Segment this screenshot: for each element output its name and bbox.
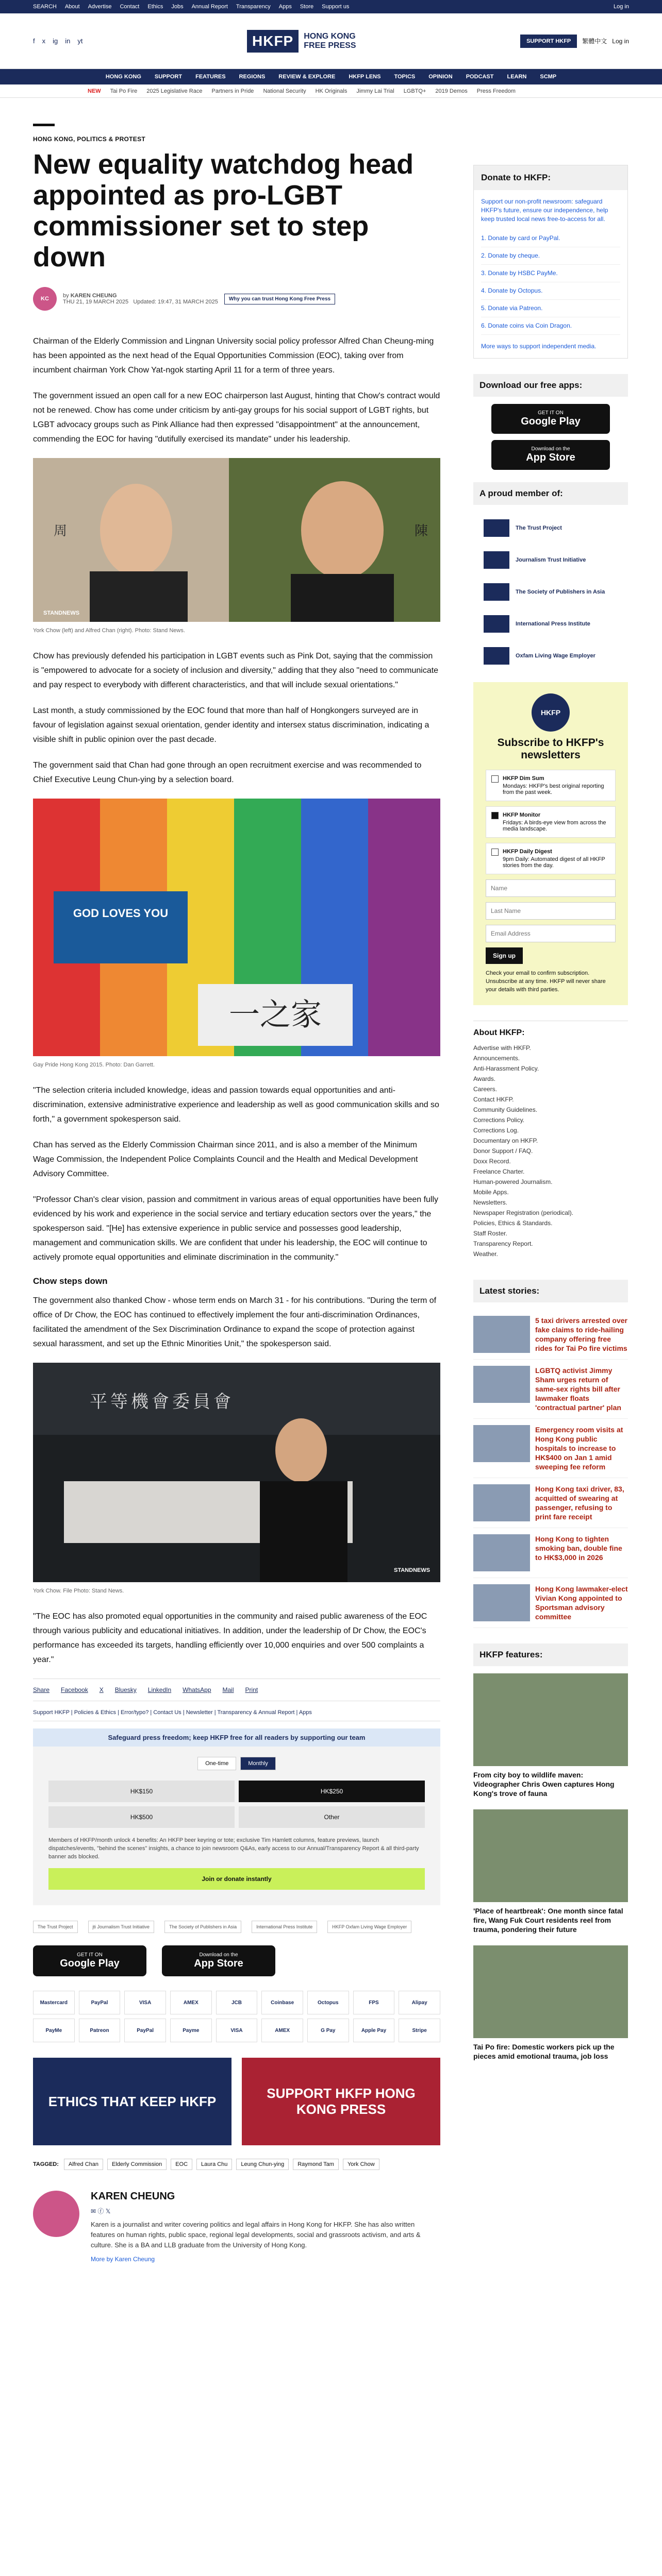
tag-link[interactable]: Alfred Chan	[64, 2159, 103, 2170]
tag-link[interactable]: Leung Chun-ying	[236, 2159, 289, 2170]
latest-story[interactable]	[473, 1419, 628, 1478]
byline: KC by KAREN CHEUNG THU 21, 19 MARCH 2025 Updated: 19:47, 31 MARCH 2025 Why you can trust Hong Kong Free Press	[33, 287, 440, 311]
svg-text:周: 周	[54, 523, 68, 539]
feature-image[interactable]	[473, 1673, 628, 1766]
payment-logo: JCB	[216, 1991, 258, 2014]
login-link[interactable]: Log in	[614, 4, 629, 10]
publish-date: THU 21, 19 MARCH 2025	[63, 299, 129, 305]
member-name: International Press Institute	[516, 621, 590, 627]
trending-link[interactable]: 2025 Legislative Race	[146, 88, 203, 94]
fund-benefits: Members of HKFP/month unlock 4 benefits: An HKFP beer keyring or tote; exclusive Tim Hamlett columns, feature previews, launch dispatches/events, "behind the scenes" insights, a chance to join newsroom Q&As, early access to our Annual/Transparency Report & all third-party banner ads blocked.	[48, 1837, 419, 1860]
paragraph: "Professor Chan's clear vision, passion and commitment in various areas of equal opportunities have been fully evidenced by his work and experience in the social service and tertiary education sectors over the years," the spokesperson said. "[He] has extensive experience in public service and possesses good leadership, management and communication skills. We are confident that under his leadership, the EOC will continue to actively promote equal opportunities and eliminate discrimination in the community."	[33, 1195, 439, 1262]
about-link[interactable]: Policies, Ethics & Standards.	[473, 1219, 553, 1227]
payment-logo: Payme	[170, 2019, 212, 2042]
app-store-button[interactable]	[162, 1945, 275, 1976]
newsletter-option-title: HKFP Monitor	[503, 812, 541, 818]
payment-logo: AMEX	[170, 1991, 212, 2014]
nav-item[interactable]: PODCAST	[466, 74, 494, 80]
more-ways-link[interactable]: More ways to support independent media.	[481, 343, 597, 350]
payment-logo: VISA	[124, 1991, 166, 2014]
newsletter-note: Check your email to confirm subscription. Unsubscribe at any time. HKFP will never share your details with third parties.	[486, 970, 606, 993]
top-link[interactable]: Transparency	[236, 4, 271, 10]
member-logo	[484, 615, 509, 633]
store-small: Download on the	[531, 446, 570, 452]
author-photo[interactable]	[33, 2191, 79, 2237]
about-link[interactable]: Corrections Log.	[473, 1127, 519, 1134]
trending-link[interactable]: National Security	[263, 88, 306, 94]
story-headline[interactable]: LGBTQ activist Jimmy Sham urges return of same-sex rights bill after lawmaker floats 'contractual partner' plan	[535, 1366, 621, 1412]
payment-logo: Coinbase	[261, 1991, 303, 2014]
newsletter-checkbox[interactable]	[491, 849, 499, 856]
about-link[interactable]: Awards.	[473, 1075, 496, 1082]
newsletter-option-title: HKFP Dim Sum	[503, 775, 544, 782]
author-social-icons[interactable]: ✉ ⓕ 𝕏	[91, 2208, 111, 2215]
donate-option-link[interactable]: 5. Donate via Patreon.	[481, 304, 543, 312]
top-link[interactable]: Support us	[322, 4, 350, 10]
newsletter-option-text	[503, 812, 610, 832]
payment-logo: FPS	[353, 1991, 395, 2014]
top-link[interactable]: Jobs	[171, 4, 184, 10]
payment-logo: Stripe	[399, 2019, 440, 2042]
share-link[interactable]: LinkedIn	[147, 1686, 172, 1693]
top-links	[33, 4, 349, 10]
fundraising-box	[33, 1728, 440, 1905]
payment-logo: VISA	[216, 2019, 258, 2042]
latest-title: Latest stories:	[473, 1280, 628, 1302]
photo-chow-chan[interactable]	[33, 458, 440, 623]
about-link[interactable]: Weather.	[473, 1250, 498, 1258]
about-link[interactable]: Donor Support / FAQ.	[473, 1147, 533, 1155]
logo[interactable]	[247, 30, 356, 53]
donate-option-link[interactable]: 3. Donate by HSBC PayMe.	[481, 269, 558, 277]
paragraph: Last month, a study commissioned by the EOC found that more than half of Hongkongers surveyed are in favour of legislation against sexual orientation, gender identity and intersex status discrimination, indicating a visible shift in public opinion over the past decade.	[33, 706, 429, 744]
name-field[interactable]	[486, 879, 616, 897]
latest-story[interactable]	[473, 1578, 628, 1628]
story-thumbnail[interactable]	[473, 1425, 530, 1462]
member-item[interactable]	[473, 576, 628, 608]
paragraph: "The selection criteria included knowledge, ideas and passion towards equal opportunities and anti-discrimination, extensive administrative experience and leadership as well as good communication skills and so forth," a government spokesperson said.	[33, 1086, 439, 1124]
payment-logo: Mastercard	[33, 1991, 75, 2014]
photo-watermark: STANDNEWS	[43, 610, 80, 616]
amount-option[interactable]: HK$500	[48, 1806, 235, 1828]
feature-image[interactable]	[473, 1945, 628, 2038]
newsletter-option-desc: Mondays: HKFP's best original reporting from the past week.	[503, 783, 604, 795]
feature-image[interactable]	[473, 1809, 628, 1902]
social-icon[interactable]: f	[33, 37, 35, 45]
about-link[interactable]: Anti-Harassment Policy.	[473, 1065, 539, 1072]
top-link[interactable]: SEARCH	[33, 4, 57, 10]
newsletter-option-text	[503, 849, 610, 869]
paragraph: "The EOC has also promoted equal opportunities in the community and raised public awareness of the EOC through various publicity and educational initiatives. In addition, under the leadership of Dr Chow, the EOC's performance has exceeded its targets, handling efficiently over 10,000 enquiries and over 500 complaints a year."	[33, 1612, 427, 1664]
photo-caption: York Chow (left) and Alfred Chan (right). Photo: Stand News.	[33, 628, 185, 634]
about-link[interactable]: Newsletters.	[473, 1199, 508, 1206]
newsletter-checkbox[interactable]	[491, 775, 499, 783]
store-small: Download on the	[199, 1952, 238, 1958]
trending-link[interactable]: Press Freedom	[476, 88, 516, 94]
latest-story[interactable]	[473, 1360, 628, 1419]
about-link[interactable]: Careers.	[473, 1086, 498, 1093]
more-by-author-link[interactable]: More by Karen Cheung	[91, 2256, 155, 2263]
tag-link[interactable]: Raymond Tam	[293, 2159, 339, 2170]
nav-item[interactable]: SCMP	[540, 74, 557, 80]
trending-link[interactable]: HK Originals	[315, 88, 347, 94]
social-icon[interactable]: yt	[77, 37, 83, 45]
paragraph: The government issued an open call for a new EOC chairperson last August, hinting that Chow's contract would not be renewed. Chow has come under criticism by anti-gay groups for his social support of LGBT rights, but LGBT advocacy groups such as Pink Alliance had then expressed "disappointment" at the announcement, commending the EOC for having "dutifully exercised its mandate" under his leadership.	[33, 392, 440, 444]
updated-date: Updated: 19:47, 31 MARCH 2025	[133, 299, 218, 305]
trending-link[interactable]: 2019 Demos	[435, 88, 468, 94]
tag-link[interactable]: York Chow	[343, 2159, 379, 2170]
svg-text:一之家: 一之家	[229, 997, 322, 1033]
story-headline[interactable]: Hong Kong lawmaker-elect Vivian Kong appointed to Sportsman advisory committee	[535, 1585, 628, 1621]
latest-story[interactable]	[473, 1478, 628, 1528]
story-headline[interactable]: Hong Kong taxi driver, 83, acquitted of swearing at passenger, refusing to print fare receipt	[535, 1485, 624, 1521]
language-link[interactable]: 繁體中文	[582, 38, 607, 45]
newsletter-signup	[473, 682, 628, 1005]
side-app-store[interactable]	[491, 440, 610, 470]
newsletter-option-text	[503, 775, 610, 795]
nav-item[interactable]: LEARN	[507, 74, 527, 80]
trending-link[interactable]: Tai Po Fire	[110, 88, 138, 94]
support-button[interactable]: SUPPORT HKFP	[520, 35, 577, 48]
latest-story[interactable]	[473, 1528, 628, 1578]
store-name: App Store	[194, 1958, 243, 1969]
author-avatar[interactable]: KC	[33, 287, 57, 311]
google-play-button[interactable]	[33, 1945, 146, 1976]
nav-item[interactable]: HKFP LENS	[349, 74, 381, 80]
share-link[interactable]: Facebook	[61, 1686, 88, 1693]
top-link[interactable]: Store	[300, 4, 314, 10]
promo-ethics[interactable]: ETHICS THAT KEEP HKFP	[33, 2058, 231, 2145]
donate-option[interactable]	[481, 300, 620, 317]
about-link[interactable]: Staff Roster.	[473, 1230, 507, 1237]
member-item[interactable]	[473, 640, 628, 672]
sign-text: 平等機會委員會	[90, 1392, 234, 1412]
about-link[interactable]: Contact HKFP.	[473, 1096, 514, 1103]
donate-option-link[interactable]: 4. Donate by Octopus.	[481, 287, 543, 294]
payment-methods	[33, 1991, 440, 2042]
share-link[interactable]: Bluesky	[114, 1686, 137, 1693]
share-link[interactable]: X	[99, 1686, 104, 1693]
social-icon[interactable]: in	[65, 37, 71, 45]
header-login-link[interactable]: Log in	[612, 37, 629, 45]
trust-link[interactable]: Why you can trust Hong Kong Free Press	[224, 294, 335, 304]
author-name[interactable]: KAREN CHEUNG	[70, 293, 117, 299]
author-box-name[interactable]: KAREN CHEUNG	[91, 2191, 175, 2202]
donate-title: Donate to HKFP:	[474, 165, 627, 190]
email-field[interactable]	[486, 925, 616, 942]
member-item[interactable]	[473, 544, 628, 576]
photo-york-chow[interactable]	[33, 1363, 440, 1584]
about-link[interactable]: Corrections Policy.	[473, 1116, 525, 1124]
trending-link[interactable]: LGBTQ+	[403, 88, 426, 94]
photo-caption: Gay Pride Hong Kong 2015. Photo: Dan Garrett.	[33, 1062, 155, 1068]
new-label: NEW	[88, 88, 101, 94]
nav-item[interactable]: HONG KONG	[105, 74, 141, 80]
newsletter-option-title: HKFP Daily Digest	[503, 849, 552, 855]
site-header	[0, 13, 662, 69]
fund-title: Safeguard press freedom; keep HKFP free for all readers by supporting our team	[33, 1728, 440, 1747]
tab-monthly[interactable]: Monthly	[240, 1757, 276, 1770]
donate-widget	[473, 165, 628, 359]
tag-link[interactable]: Laura Chu	[196, 2159, 232, 2170]
top-link[interactable]: Annual Report	[191, 4, 228, 10]
logo-mark: HKFP	[247, 30, 299, 53]
about-link[interactable]: Doxx Record.	[473, 1158, 511, 1165]
member-name: The Society of Publishers in Asia	[516, 589, 605, 595]
member-badges	[33, 1921, 440, 1933]
member-list	[473, 512, 628, 672]
member-logo	[484, 647, 509, 665]
donate-option[interactable]	[481, 247, 620, 265]
story-thumbnail[interactable]	[473, 1366, 530, 1403]
payment-logo: G Pay	[307, 2019, 349, 2042]
share-link[interactable]: Share	[33, 1686, 50, 1693]
side-google-play[interactable]	[491, 404, 610, 434]
share-link[interactable]: WhatsApp	[183, 1686, 211, 1693]
photo-watermark: STANDNEWS	[394, 1567, 431, 1573]
about-link[interactable]: Mobile Apps.	[473, 1189, 509, 1196]
newsletter-option[interactable]	[486, 843, 616, 874]
about-link[interactable]: Transparency Report.	[473, 1240, 533, 1247]
newsletter-checkbox[interactable]	[491, 812, 499, 819]
member-badge[interactable]: The Trust Project	[33, 1921, 78, 1933]
tags	[33, 2159, 440, 2170]
member-badge[interactable]: The Society of Publishers in Asia	[164, 1921, 241, 1933]
member-logo	[484, 583, 509, 601]
social-icon[interactable]: ig	[53, 37, 58, 45]
about-link[interactable]: Freelance Charter.	[473, 1168, 525, 1175]
store-name: Google Play	[521, 416, 581, 427]
payment-logo: Patreon	[79, 2019, 121, 2042]
nav-item[interactable]: OPINION	[428, 74, 453, 80]
payment-logo: PayMe	[33, 2019, 75, 2042]
photo-caption: York Chow. File Photo: Stand News.	[33, 1588, 124, 1594]
donate-option[interactable]	[481, 282, 620, 300]
nav-item[interactable]: FEATURES	[195, 74, 226, 80]
section-heading: Chow steps down	[33, 1276, 108, 1286]
store-small: GET IT ON	[77, 1952, 103, 1958]
author-bio: Karen is a journalist and writer covering politics and legal affairs in Hong Kong for HKFP. She has also written features on human rights, public space, regional legal developments, social and grassroots activism, and arts & culture. She is a BA and LLB graduate from the University of Hong Kong.	[91, 2221, 421, 2249]
story-thumbnail[interactable]	[473, 1484, 530, 1521]
nav-item[interactable]: SUPPORT	[154, 74, 183, 80]
store-small: GET IT ON	[538, 410, 564, 416]
article-category[interactable]: HONG KONG, POLITICS & PROTEST	[33, 135, 146, 143]
amount-option[interactable]: Other	[239, 1806, 425, 1828]
latest-story[interactable]	[473, 1310, 628, 1360]
donate-intro[interactable]: Support our non-profit newsroom: safeguard HKFP's future, ensure our independence, help keep trusted local news free-to-access for all.	[481, 198, 608, 223]
donate-option-link[interactable]: 1. Donate by card or PayPal.	[481, 234, 560, 242]
features-title: HKFP features:	[473, 1643, 628, 1666]
article-title: New equality watchdog head appointed as pro-LGBT commissioner set to step down	[33, 149, 414, 273]
member-badge[interactable]: International Press Institute	[252, 1921, 317, 1933]
member-item[interactable]	[473, 512, 628, 544]
member-item[interactable]	[473, 608, 628, 640]
feature-headline[interactable]: From city boy to wildlife maven: Videographer Chris Owen captures Hong Kong's trove of fauna	[473, 1771, 615, 1798]
about-link[interactable]: Advertise with HKFP.	[473, 1044, 531, 1052]
logo-line-2: FREE PRESS	[304, 41, 356, 50]
donate-option-link[interactable]: 2. Donate by cheque.	[481, 252, 540, 259]
feature-headline[interactable]: 'Place of heartbreak': One month since fatal fire, Wang Fuk Court residents reel from trauma, pondering their future	[473, 1907, 623, 1934]
top-link[interactable]: Ethics	[147, 4, 163, 10]
donate-option[interactable]	[481, 230, 620, 247]
member-name: The Trust Project	[516, 525, 562, 531]
amount-option[interactable]: HK$150	[48, 1781, 235, 1802]
about-link[interactable]: Community Guidelines.	[473, 1106, 538, 1113]
top-link[interactable]: Advertise	[88, 4, 112, 10]
nav-item[interactable]: REVIEW & EXPLORE	[278, 74, 336, 80]
member-logo	[484, 519, 509, 537]
title-rule	[33, 124, 55, 126]
sidebar	[473, 98, 628, 2283]
tab-one-time[interactable]: One-time	[197, 1757, 236, 1770]
store-name: App Store	[526, 452, 575, 463]
amount-option[interactable]: HK$250	[239, 1781, 425, 1802]
banner-text: GOD LOVES YOU	[73, 907, 169, 920]
newsletter-title: Subscribe to HKFP's newsletters	[497, 737, 604, 761]
member-logo	[484, 551, 509, 569]
newsletter-option-desc: 9pm Daily: Automated digest of all HKFP stories from the day.	[503, 856, 605, 869]
paragraph: The government said that Chan had gone through an open recruitment exercise and was recommended to Chief Executive Leung Chun-ying by a selection board.	[33, 761, 422, 784]
share-link[interactable]: Print	[245, 1686, 258, 1693]
main-nav	[0, 69, 662, 84]
promo-support[interactable]: SUPPORT HKFP HONG KONG PRESS	[242, 2058, 440, 2145]
top-link[interactable]: Contact	[120, 4, 140, 10]
top-link[interactable]: Apps	[278, 4, 292, 10]
author-box	[33, 2191, 440, 2263]
store-name: Google Play	[60, 1958, 120, 1969]
trending-link[interactable]: Partners in Pride	[211, 88, 254, 94]
story-thumbnail[interactable]	[473, 1316, 530, 1353]
nav-item[interactable]: REGIONS	[239, 74, 266, 80]
payment-logo: Alipay	[399, 1991, 440, 2014]
tags-label: TAGGED:	[33, 2161, 59, 2167]
about-list	[473, 1021, 628, 1259]
payment-logo: Apple Pay	[353, 2019, 395, 2042]
donate-option[interactable]	[481, 265, 620, 282]
share-bar	[33, 1679, 440, 1701]
pride-photo	[33, 799, 440, 1056]
member-badge[interactable]: HKFP Oxfam Living Wage Employer	[327, 1921, 411, 1933]
social-icon[interactable]: x	[42, 37, 46, 45]
share-link[interactable]: Mail	[222, 1686, 234, 1693]
svg-text:陳: 陳	[415, 523, 428, 539]
top-bar	[0, 0, 662, 13]
story-headline[interactable]: Emergency room visits at Hong Kong public hospitals to increase to HK$400 on Jan 1 amid sweeping fee reform	[535, 1426, 623, 1471]
tag-link[interactable]: EOC	[171, 2159, 192, 2170]
nav-item[interactable]: TOPICS	[394, 74, 416, 80]
newsletter-logo: HKFP	[532, 693, 570, 732]
payment-logo: Octopus	[307, 1991, 349, 2014]
about-link[interactable]: Documentary on HKFP.	[473, 1137, 538, 1144]
payment-logo: PayPal	[79, 1991, 121, 2014]
story-thumbnail[interactable]	[473, 1584, 530, 1621]
article	[33, 98, 440, 2283]
member-name: Journalism Trust Initiative	[516, 557, 586, 563]
paragraph: Chan has served as the Elderly Commission Chairman since 2011, and is also a member of the Minimum Wage Commission, the Independent Police Complaints Council and the Health and Medical Development Advisory Committee.	[33, 1141, 418, 1178]
newsletter-option[interactable]	[486, 770, 616, 801]
top-link[interactable]: About	[64, 4, 80, 10]
logo-line-1: HONG KONG	[304, 31, 356, 41]
tag-link[interactable]: Elderly Commission	[107, 2159, 167, 2170]
donate-button[interactable]: Join or donate instantly	[48, 1868, 425, 1890]
member-title: A proud member of:	[473, 482, 628, 505]
paragraph: Chairman of the Elderly Commission and Lingnan University social policy professor Alfred Chan Cheung-ming has been appointed as the next head of the Equal Opportunities Commission (EOC), taking over from incumbent chairman York Chow Yat-ngok starting April 11 for a term of three years.	[33, 337, 434, 375]
donate-option[interactable]	[481, 317, 620, 335]
member-name: Oxfam Living Wage Employer	[516, 653, 595, 659]
feature-headline[interactable]: Tai Po fire: Domestic workers pick up the pieces amid emotional trauma, job loss	[473, 2043, 615, 2060]
about-title: About HKFP:	[473, 1028, 525, 1037]
donate-option-link[interactable]: 6. Donate coins via Coin Dragon.	[481, 322, 572, 329]
about-link[interactable]: Human-powered Journalism.	[473, 1178, 553, 1185]
last-name-field[interactable]	[486, 902, 616, 920]
newsletter-option[interactable]	[486, 806, 616, 838]
trending-link[interactable]: Jimmy Lai Trial	[356, 88, 394, 94]
payment-logo: PayPal	[124, 2019, 166, 2042]
newsletter-option-desc: Fridays: A birds-eye view from across the media landscape.	[503, 820, 606, 832]
about-link[interactable]: Announcements.	[473, 1055, 520, 1062]
about-link[interactable]: Newspaper Registration (periodical).	[473, 1209, 574, 1216]
portrait-photos	[33, 458, 440, 622]
story-thumbnail[interactable]	[473, 1534, 530, 1571]
signup-button[interactable]: Sign up	[486, 947, 523, 964]
apps-title: Download our free apps:	[473, 374, 628, 397]
payment-logo: AMEX	[261, 2019, 303, 2042]
story-headline[interactable]: 5 taxi drivers arrested over fake claims to ride-hailing company offering free rides for Tai Po fire victims	[535, 1316, 627, 1352]
social-icons	[33, 37, 83, 45]
photo-pride[interactable]	[33, 799, 440, 1058]
paragraph: Chow has previously defended his participation in LGBT events such as Pink Dot, saying that the commission is "empowered to advocate for a society of inclusion and diversity," adding that they also "need to communicate and pay respect to everybody with different characteristics, and that will include sexual orientations."	[33, 652, 439, 689]
story-headline[interactable]: Hong Kong to tighten smoking ban, double fine to HK$3,000 in 2026	[535, 1535, 622, 1562]
footer-links[interactable]: Support HKFP | Policies & Ethics | Error/typo? | Contact Us | Newsletter | Transparency & Annual Report | Apps	[33, 1704, 440, 1721]
member-badge[interactable]: jti Journalism Trust Initiative	[88, 1921, 155, 1933]
trending-nav	[0, 84, 662, 98]
paragraph: The government also thanked Chow - whose term ends on March 31 - for his contributions. "During the term of office of Dr Chow, the EOC has continued to effectively implement the four anti-discrimination Ordinances, facilitated the amendment of the Sex Discrimination Ordinance to expand the scope of protection against sexual harassment, and set up the Ethnic Minorities Unit," the spokesperson said.	[33, 1296, 437, 1348]
